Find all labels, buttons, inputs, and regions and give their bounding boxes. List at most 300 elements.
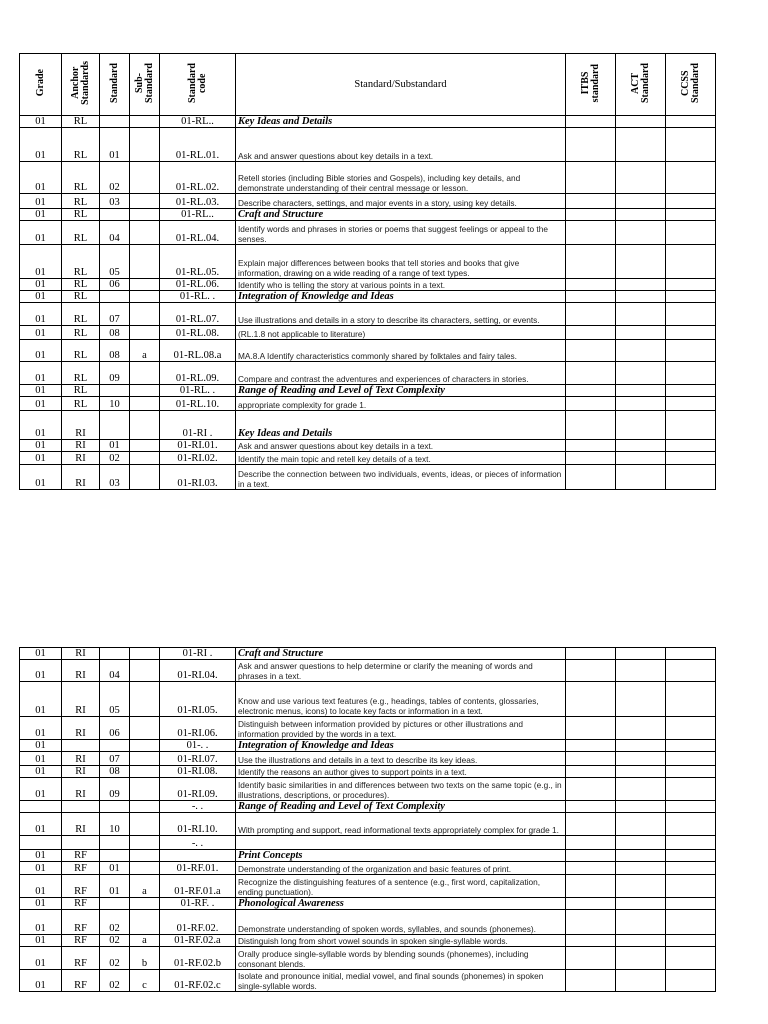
ccss-cell (666, 836, 716, 850)
itbs-cell (566, 836, 616, 850)
table-row (20, 813, 716, 836)
itbs-cell (566, 898, 616, 910)
sub-standard-cell (130, 740, 160, 752)
ccss-cell (666, 740, 716, 752)
table-row (20, 279, 716, 291)
sub-standard-cell (130, 778, 160, 801)
ccss-cell (666, 813, 716, 836)
table-row (20, 660, 716, 682)
act-cell (616, 717, 666, 740)
grade-cell: 01 (20, 778, 62, 801)
code-cell: 01-RL.. (160, 116, 236, 128)
ccss-cell (666, 875, 716, 898)
sub-standard-cell (130, 660, 160, 682)
anchor-cell: RL (62, 397, 100, 411)
code-cell: 01-RF.02. (160, 910, 236, 935)
anchor-cell: RL (62, 245, 100, 279)
code-cell: 01-RL.10. (160, 397, 236, 411)
itbs-cell (566, 850, 616, 862)
anchor-cell: RL (62, 326, 100, 340)
sub-standard-cell (130, 245, 160, 279)
anchor-cell: RL (62, 385, 100, 397)
standard-text-cell (236, 836, 566, 850)
sub-standard-cell (130, 850, 160, 862)
act-cell (616, 209, 666, 221)
standard-cell (100, 116, 130, 128)
table-row (20, 875, 716, 898)
standard-cell: 01 (100, 862, 130, 875)
itbs-cell (566, 935, 616, 947)
act-cell (616, 660, 666, 682)
ccss-cell (666, 221, 716, 245)
ccss-cell (666, 717, 716, 740)
anchor-cell: RF (62, 898, 100, 910)
sub-standard-cell (130, 128, 160, 162)
standard-cell: 01 (100, 440, 130, 452)
itbs-cell (566, 340, 616, 362)
section-heading-row (20, 898, 716, 910)
table-row (20, 303, 716, 326)
header-standard-substandard: Standard/Substandard (236, 54, 566, 116)
act-cell (616, 862, 666, 875)
section-heading-row (20, 850, 716, 862)
ccss-cell (666, 766, 716, 778)
code-cell: 01-RI.09. (160, 778, 236, 801)
code-cell: 01-RL. . (160, 385, 236, 397)
table-row (20, 194, 716, 209)
standard-cell: 02 (100, 452, 130, 465)
itbs-cell (566, 362, 616, 385)
standard-text-cell: Demonstrate understanding of spoken words, syllables, and sounds (phonemes). (236, 910, 566, 935)
standard-cell (100, 740, 130, 752)
code-cell: 01-RF.02.a (160, 935, 236, 947)
grade-cell: 01 (20, 660, 62, 682)
standard-cell: 07 (100, 303, 130, 326)
standard-cell (100, 801, 130, 813)
standard-cell: 06 (100, 717, 130, 740)
act-cell (616, 752, 666, 766)
section-heading-row (20, 209, 716, 221)
standard-text-cell: Recognize the distinguishing features of a sentence (e.g., first word, capitalization, ending punctuation). (236, 875, 566, 898)
itbs-cell (566, 717, 616, 740)
sub-standard-cell (130, 648, 160, 660)
grade-cell: 01 (20, 245, 62, 279)
header-standard: Standard (100, 54, 130, 116)
act-cell (616, 397, 666, 411)
act-cell (616, 740, 666, 752)
ccss-cell (666, 452, 716, 465)
anchor-cell: RI (62, 682, 100, 717)
itbs-cell (566, 801, 616, 813)
standard-cell: 10 (100, 813, 130, 836)
table-row (20, 245, 716, 279)
anchor-cell (62, 801, 100, 813)
itbs-cell (566, 326, 616, 340)
code-cell: 01-RI . (160, 648, 236, 660)
sub-standard-cell (130, 291, 160, 303)
standard-text-cell: Ask and answer questions about key details in a text. (236, 128, 566, 162)
standard-text-cell: Retell stories (including Bible stories and Gospels), including key details, and demonstrate understanding of their central message or lesson. (236, 162, 566, 194)
sub-standard-cell (130, 221, 160, 245)
standard-cell: 04 (100, 660, 130, 682)
grade-cell: 01 (20, 411, 62, 440)
standard-cell: 05 (100, 245, 130, 279)
standard-cell: 09 (100, 778, 130, 801)
act-cell (616, 362, 666, 385)
act-cell (616, 910, 666, 935)
anchor-cell: RL (62, 221, 100, 245)
standard-cell: 06 (100, 279, 130, 291)
grade-cell: 01 (20, 740, 62, 752)
anchor-cell: RF (62, 947, 100, 970)
ccss-cell (666, 898, 716, 910)
standard-cell (100, 291, 130, 303)
anchor-cell: RL (62, 116, 100, 128)
code-cell: 01-RF.02.c (160, 970, 236, 992)
act-cell (616, 291, 666, 303)
standard-text-cell: Identify words and phrases in stories or poems that suggest feelings or appeal to the senses. (236, 221, 566, 245)
itbs-cell (566, 465, 616, 490)
sub-standard-cell (130, 397, 160, 411)
ccss-cell (666, 411, 716, 440)
anchor-cell: RL (62, 162, 100, 194)
sub-standard-cell (130, 813, 160, 836)
table-row (20, 935, 716, 947)
standard-cell (100, 385, 130, 397)
sub-standard-cell (130, 385, 160, 397)
code-cell: 01-RI.10. (160, 813, 236, 836)
anchor-cell: RF (62, 850, 100, 862)
sub-standard-cell (130, 194, 160, 209)
standard-text-cell: Identify the main topic and retell key details of a text. (236, 452, 566, 465)
itbs-cell (566, 947, 616, 970)
anchor-cell (62, 836, 100, 850)
table-row (20, 947, 716, 970)
table-row (20, 752, 716, 766)
itbs-cell (566, 128, 616, 162)
table-row (20, 128, 716, 162)
sub-standard-cell (130, 910, 160, 935)
sub-standard-cell (130, 452, 160, 465)
itbs-cell (566, 682, 616, 717)
header-sub-standard: Sub- Standard (130, 54, 160, 116)
grade-cell: 01 (20, 752, 62, 766)
code-cell: 01-RF.01.a (160, 875, 236, 898)
ccss-cell (666, 116, 716, 128)
table-row (20, 910, 716, 935)
ccss-cell (666, 648, 716, 660)
header-act-standard: ACT Standard (616, 54, 666, 116)
anchor-cell: RI (62, 660, 100, 682)
code-cell: 01-RL. . (160, 291, 236, 303)
ccss-cell (666, 660, 716, 682)
section-heading: Range of Reading and Level of Text Complexity (236, 385, 566, 397)
grade-cell: 01 (20, 862, 62, 875)
section-heading-row (20, 740, 716, 752)
table-row (20, 326, 716, 340)
standard-cell: 02 (100, 162, 130, 194)
grade-cell: 01 (20, 947, 62, 970)
grade-cell: 01 (20, 910, 62, 935)
itbs-cell (566, 862, 616, 875)
sub-standard-cell (130, 279, 160, 291)
standard-cell (100, 850, 130, 862)
itbs-cell (566, 291, 616, 303)
anchor-cell: RL (62, 291, 100, 303)
table-row (20, 440, 716, 452)
table-row (20, 465, 716, 490)
act-cell (616, 778, 666, 801)
sub-standard-cell (130, 326, 160, 340)
grade-cell: 01 (20, 291, 62, 303)
anchor-cell: RI (62, 452, 100, 465)
anchor-cell: RF (62, 935, 100, 947)
code-cell: 01-RI . (160, 411, 236, 440)
grade-cell: 01 (20, 875, 62, 898)
anchor-cell: RL (62, 303, 100, 326)
section-heading: Integration of Knowledge and Ideas (236, 740, 566, 752)
section-heading: Print Concepts (236, 850, 566, 862)
code-cell: 01-RL.. (160, 209, 236, 221)
anchor-cell: RF (62, 862, 100, 875)
grade-cell: 01 (20, 648, 62, 660)
act-cell (616, 326, 666, 340)
standard-text-cell: Use the illustrations and details in a text to describe its key ideas. (236, 752, 566, 766)
section-heading-row (20, 411, 716, 440)
header-row (20, 54, 716, 116)
code-cell: 01-RL.07. (160, 303, 236, 326)
standard-text-cell: Identify the reasons an author gives to support points in a text. (236, 766, 566, 778)
code-cell: 01-RL.04. (160, 221, 236, 245)
ccss-cell (666, 778, 716, 801)
section-heading: Key Ideas and Details (236, 116, 566, 128)
standards-table-bottom (19, 647, 716, 992)
anchor-cell: RF (62, 970, 100, 992)
table-row (20, 397, 716, 411)
grade-cell: 01 (20, 440, 62, 452)
code-cell: 01-RL.08.a (160, 340, 236, 362)
standard-text-cell: Distinguish between information provided by pictures or other illustrations and information provided by the words in a text. (236, 717, 566, 740)
code-cell: 01-RI.01. (160, 440, 236, 452)
anchor-cell: RL (62, 340, 100, 362)
standard-cell: 08 (100, 766, 130, 778)
standard-text-cell: Ask and answer questions about key details in a text. (236, 440, 566, 452)
code-cell: 01-RI.04. (160, 660, 236, 682)
table-row (20, 836, 716, 850)
anchor-cell: RL (62, 128, 100, 162)
act-cell (616, 279, 666, 291)
anchor-cell: RI (62, 766, 100, 778)
act-cell (616, 947, 666, 970)
code-cell (160, 850, 236, 862)
ccss-cell (666, 128, 716, 162)
sub-standard-cell: a (130, 340, 160, 362)
itbs-cell (566, 452, 616, 465)
standard-cell: 08 (100, 340, 130, 362)
act-cell (616, 452, 666, 465)
standard-text-cell: Describe the connection between two individuals, events, ideas, or pieces of information in a text. (236, 465, 566, 490)
standard-cell: 02 (100, 910, 130, 935)
header-ccss-standard: CCSS Standard (666, 54, 716, 116)
standard-cell: 01 (100, 128, 130, 162)
standards-table-top (19, 53, 716, 490)
code-cell: 01-RL.01. (160, 128, 236, 162)
itbs-cell (566, 411, 616, 440)
ccss-cell (666, 340, 716, 362)
itbs-cell (566, 209, 616, 221)
act-cell (616, 340, 666, 362)
itbs-cell (566, 385, 616, 397)
code-cell: 01-RL.09. (160, 362, 236, 385)
itbs-cell (566, 813, 616, 836)
itbs-cell (566, 303, 616, 326)
act-cell (616, 850, 666, 862)
act-cell (616, 385, 666, 397)
itbs-cell (566, 752, 616, 766)
code-cell: 01-RI.05. (160, 682, 236, 717)
grade-cell (20, 836, 62, 850)
standard-cell: 01 (100, 875, 130, 898)
standard-text-cell: Compare and contrast the adventures and experiences of characters in stories. (236, 362, 566, 385)
grade-cell: 01 (20, 279, 62, 291)
itbs-cell (566, 162, 616, 194)
standard-text-cell: Orally produce single-syllable words by blending sounds (phonemes), including consonant blends. (236, 947, 566, 970)
ccss-cell (666, 752, 716, 766)
table-row (20, 162, 716, 194)
grade-cell: 01 (20, 898, 62, 910)
anchor-cell: RI (62, 648, 100, 660)
code-cell: 01-RL.03. (160, 194, 236, 209)
ccss-cell (666, 303, 716, 326)
standard-cell: 03 (100, 465, 130, 490)
standard-cell (100, 411, 130, 440)
act-cell (616, 875, 666, 898)
anchor-cell: RI (62, 752, 100, 766)
table-row (20, 221, 716, 245)
standard-cell: 10 (100, 397, 130, 411)
itbs-cell (566, 910, 616, 935)
grade-cell: 01 (20, 813, 62, 836)
anchor-cell: RF (62, 875, 100, 898)
sub-standard-cell (130, 717, 160, 740)
sub-standard-cell (130, 836, 160, 850)
grade-cell: 01 (20, 194, 62, 209)
standard-cell: 05 (100, 682, 130, 717)
itbs-cell (566, 648, 616, 660)
grade-cell: 01 (20, 397, 62, 411)
table-row (20, 682, 716, 717)
code-cell: 01-RL.06. (160, 279, 236, 291)
ccss-cell (666, 209, 716, 221)
standard-cell (100, 209, 130, 221)
ccss-cell (666, 910, 716, 935)
code-cell: 01-RI.02. (160, 452, 236, 465)
ccss-cell (666, 801, 716, 813)
table-row (20, 340, 716, 362)
grade-cell: 01 (20, 116, 62, 128)
act-cell (616, 440, 666, 452)
standard-cell: 08 (100, 326, 130, 340)
standard-cell: 07 (100, 752, 130, 766)
itbs-cell (566, 766, 616, 778)
act-cell (616, 303, 666, 326)
code-cell: 01-RF. . (160, 898, 236, 910)
code-cell: 01-RI.06. (160, 717, 236, 740)
standard-text-cell: Know and use various text features (e.g., headings, tables of contents, glossaries, electronic menus, icons) to locate key facts or information in a text. (236, 682, 566, 717)
act-cell (616, 801, 666, 813)
ccss-cell (666, 162, 716, 194)
act-cell (616, 898, 666, 910)
ccss-cell (666, 362, 716, 385)
code-cell: 01-. . (160, 740, 236, 752)
section-heading-row (20, 801, 716, 813)
act-cell (616, 970, 666, 992)
code-cell: 01-RI.03. (160, 465, 236, 490)
grade-cell: 01 (20, 303, 62, 326)
table-row (20, 717, 716, 740)
table-row (20, 362, 716, 385)
sub-standard-cell (130, 303, 160, 326)
standard-cell: 02 (100, 970, 130, 992)
ccss-cell (666, 326, 716, 340)
anchor-cell: RL (62, 362, 100, 385)
sub-standard-cell (130, 162, 160, 194)
grade-cell: 01 (20, 385, 62, 397)
code-cell: -. . (160, 801, 236, 813)
grade-cell: 01 (20, 128, 62, 162)
anchor-cell: RI (62, 813, 100, 836)
act-cell (616, 836, 666, 850)
standard-text-cell: Describe characters, settings, and major events in a story, using key details. (236, 194, 566, 209)
sub-standard-cell (130, 440, 160, 452)
act-cell (616, 221, 666, 245)
itbs-cell (566, 194, 616, 209)
section-heading: Key Ideas and Details (236, 411, 566, 440)
sub-standard-cell: a (130, 875, 160, 898)
ccss-cell (666, 947, 716, 970)
itbs-cell (566, 740, 616, 752)
grade-cell: 01 (20, 362, 62, 385)
act-cell (616, 935, 666, 947)
standard-cell (100, 648, 130, 660)
ccss-cell (666, 397, 716, 411)
anchor-cell: RI (62, 778, 100, 801)
code-cell: 01-RL.05. (160, 245, 236, 279)
grade-cell: 01 (20, 162, 62, 194)
sub-standard-cell (130, 682, 160, 717)
act-cell (616, 411, 666, 440)
act-cell (616, 648, 666, 660)
ccss-cell (666, 862, 716, 875)
standard-text-cell: MA.8.A Identify characteristics commonly shared by folktales and fairy tales. (236, 340, 566, 362)
anchor-cell: RL (62, 194, 100, 209)
code-cell: 01-RL.02. (160, 162, 236, 194)
itbs-cell (566, 116, 616, 128)
section-heading: Integration of Knowledge and Ideas (236, 291, 566, 303)
grade-cell: 01 (20, 766, 62, 778)
table-row (20, 778, 716, 801)
grade-cell: 01 (20, 717, 62, 740)
sub-standard-cell (130, 465, 160, 490)
anchor-cell: RI (62, 717, 100, 740)
standard-text-cell: Isolate and pronounce initial, medial vowel, and final sounds (phonemes) in spoken single-syllable words. (236, 970, 566, 992)
act-cell (616, 194, 666, 209)
header-grade: Grade (20, 54, 62, 116)
act-cell (616, 162, 666, 194)
section-heading-row (20, 116, 716, 128)
standard-text-cell: With prompting and support, read informational texts appropriately complex for grade 1. (236, 813, 566, 836)
anchor-cell: RL (62, 279, 100, 291)
